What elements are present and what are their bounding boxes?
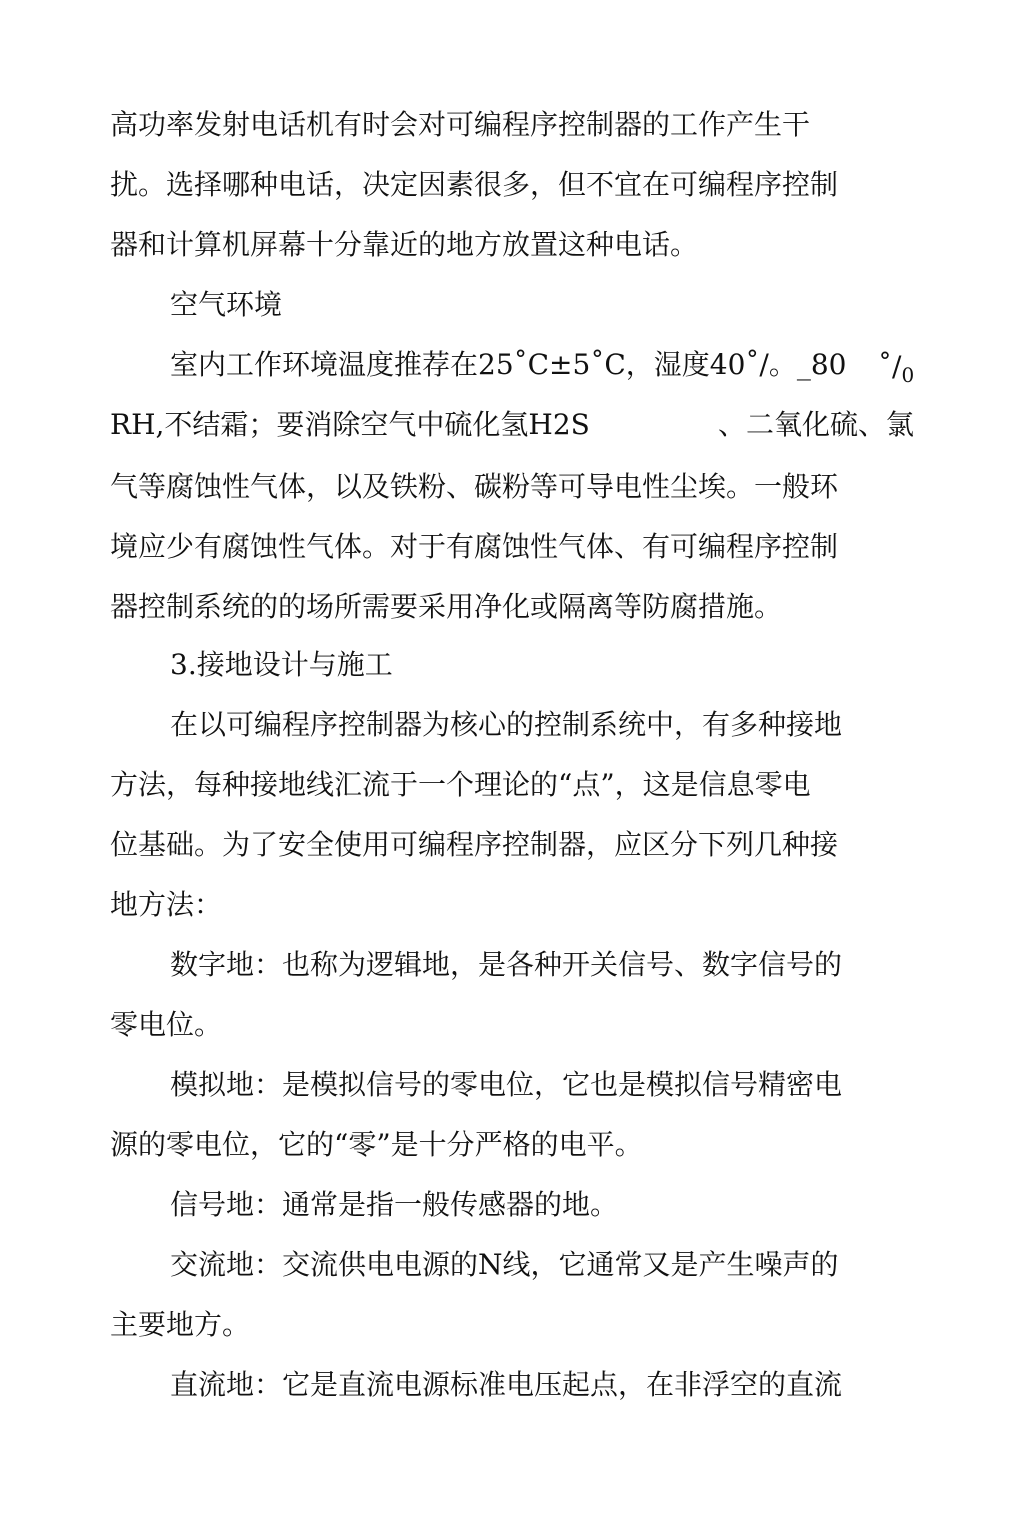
- paragraph-line: 器和计算机屏幕十分靠近的地方放置这种电话。: [110, 228, 699, 261]
- paragraph-line: 高功率发射电话机有时会对可编程序控制器的工作产生干: [110, 108, 811, 141]
- paragraph-line: 气等腐蚀性气体，以及铁粉、碳粉等可导电性尘埃。一般环: [110, 470, 839, 503]
- paragraph-line: 位基础。为了安全使用可编程序控制器，应区分下列几种接: [110, 828, 839, 861]
- gas-list-tail: 、二氧化硫、氯: [718, 408, 915, 441]
- humidity-unit: [878, 350, 914, 386]
- paragraph-line: 主要地方。: [110, 1308, 251, 1341]
- paragraph-line: 零电位。: [110, 1008, 223, 1041]
- paragraph-line: 境应少有腐蚀性气体。对于有腐蚀性气体、有可编程序控制: [110, 530, 839, 563]
- paragraph-line: 数字地：也称为逻辑地，是各种开关信号、数字信号的: [170, 948, 843, 981]
- paragraph-line: 地方法：: [110, 888, 223, 921]
- paragraph-line: 模拟地：是模拟信号的零电位，它也是模拟信号精密电: [170, 1068, 843, 1101]
- paragraph-line: 在以可编程序控制器为核心的控制系统中，有多种接地: [170, 708, 843, 741]
- paragraph-line: 源的零电位，它的“零”是十分严格的电平。: [110, 1128, 643, 1161]
- paragraph-line: 方法，每种接地线汇流于一个理论的“点”，这是信息零电: [110, 768, 811, 801]
- paragraph-line: 扰。选择哪种电话，决定因素很多，但不宜在可编程序控制: [110, 168, 839, 201]
- humidity-unit-main: ˚/: [878, 350, 902, 383]
- paragraph-line: 室内工作环境温度推荐在25˚C±5˚C，湿度40˚/。_80: [170, 348, 847, 381]
- paragraph-line: 信号地：通常是指一般传感器的地。: [170, 1188, 619, 1221]
- paragraph-line: 器控制系统的的场所需要采用净化或隔离等防腐措施。: [110, 590, 783, 623]
- paragraph-line: 交流地：交流供电电源的N线，它通常又是产生噪声的: [170, 1248, 839, 1281]
- humidity-unit-sub: 0: [901, 363, 915, 387]
- paragraph-line: RH,不结霜；要消除空气中硫化氢H2S: [110, 408, 590, 441]
- paragraph-line: 直流地：它是直流电源标准电压起点，在非浮空的直流: [170, 1368, 843, 1401]
- section-heading-air-environment: 空气环境: [170, 288, 283, 321]
- section-heading-grounding: 3.接地设计与施工: [170, 648, 393, 681]
